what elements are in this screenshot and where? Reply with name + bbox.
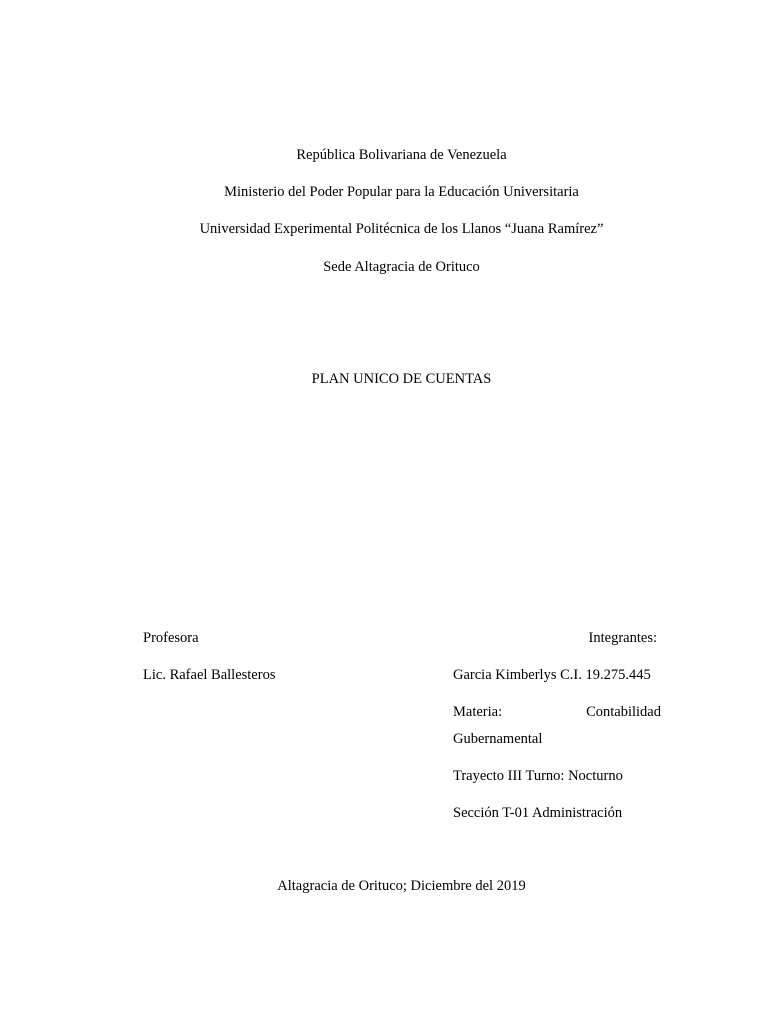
professor-label: Profesora xyxy=(143,630,199,646)
header-ministry: Ministerio del Poder Popular para la Educación Universitaria xyxy=(224,184,579,200)
student-name: Garcia Kimberlys C.I. 19.275.445 xyxy=(453,667,651,683)
subject-line xyxy=(453,703,661,721)
trayecto-line: Trayecto III Turno: Nocturno xyxy=(453,768,623,784)
members-label: Integrantes: xyxy=(588,630,657,646)
header-campus: Sede Altagracia de Orituco xyxy=(323,259,480,275)
header-republic: República Bolivariana de Venezuela xyxy=(296,147,507,163)
professor-name: Lic. Rafael Ballesteros xyxy=(143,667,276,683)
subject-value-part2: Gubernamental xyxy=(453,731,543,747)
section-line: Sección T-01 Administración xyxy=(453,805,623,821)
subject-value-part1: Contabilidad xyxy=(586,704,661,720)
header-university: Universidad Experimental Politécnica de los Llanos “Juana Ramírez” xyxy=(199,221,604,237)
subject-label: Materia: xyxy=(453,704,503,720)
place-date: Altagracia de Orituco; Diciembre del 2019 xyxy=(277,878,526,894)
document-title: PLAN UNICO DE CUENTAS xyxy=(311,371,492,387)
